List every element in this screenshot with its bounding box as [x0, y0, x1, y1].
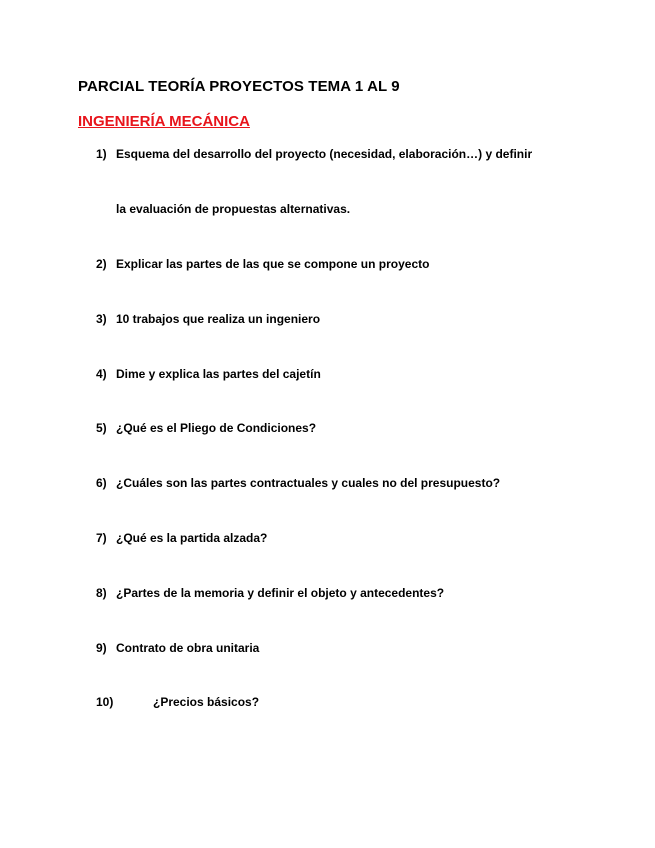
question-text: 10 trabajos que realiza un ingeniero [116, 312, 321, 326]
question-number: 6) [96, 476, 107, 490]
question-number: 4) [96, 367, 107, 381]
question-5 [96, 421, 316, 435]
question-number: 10) [96, 695, 114, 709]
page-subtitle: INGENIERÍA MECÁNICA [78, 113, 250, 130]
question-text: ¿Cuáles son las partes contractuales y cuales no del presupuesto? [116, 476, 501, 490]
question-number: 5) [96, 421, 107, 435]
question-text: Esquema del desarrollo del proyecto (necesidad, elaboración…) y definir [116, 147, 533, 161]
question-text: ¿Qué es la partida alzada? [116, 531, 268, 545]
question-text: ¿Qué es el Pliego de Condiciones? [116, 421, 317, 435]
question-7 [96, 531, 267, 545]
question-6 [96, 476, 500, 490]
question-text: ¿Precios básicos? [153, 695, 260, 709]
question-text: Contrato de obra unitaria [116, 641, 260, 655]
question-number: 2) [96, 257, 107, 271]
question-4 [96, 367, 321, 381]
question-8 [96, 586, 444, 600]
question-2 [96, 257, 429, 271]
question-number: 3) [96, 312, 107, 326]
question-1 [96, 147, 532, 161]
question-number: 8) [96, 586, 107, 600]
question-9 [96, 641, 259, 655]
question-10 [96, 695, 259, 709]
question-text: ¿Partes de la memoria y definir el objeto y antecedentes? [116, 586, 445, 600]
question-3 [96, 312, 320, 326]
question-1-continuation: la evaluación de propuestas alternativas. [116, 202, 351, 216]
question-number: 7) [96, 531, 107, 545]
question-text: Dime y explica las partes del cajetín [116, 367, 321, 381]
question-number: 1) [96, 147, 107, 161]
page-title: PARCIAL TEORÍA PROYECTOS TEMA 1 AL 9 [78, 78, 400, 95]
question-number: 9) [96, 641, 107, 655]
question-text: Explicar las partes de las que se compone un proyecto [116, 257, 430, 271]
